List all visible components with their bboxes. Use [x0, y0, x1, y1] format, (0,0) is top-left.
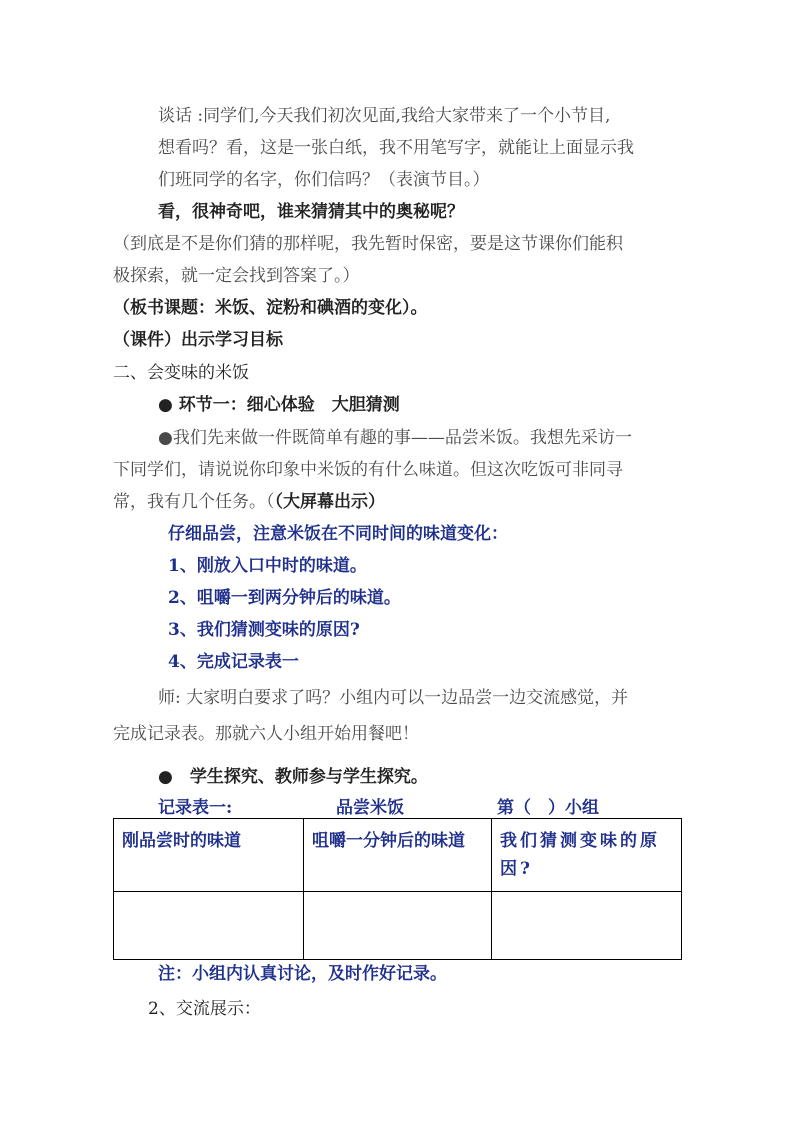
step-1-heading: ● 环节一：细心体验 大胆猜测 — [158, 395, 400, 415]
record-table — [113, 818, 682, 960]
teacher-line-2: 完成记录表。那就六人小组开始用餐吧！ — [113, 724, 419, 744]
table-note: 注：小组内认真讨论，及时作好记录。 — [158, 964, 447, 984]
section-heading: 二、会变味的米饭 — [113, 363, 249, 383]
paragraph-line-3-text: 常，我有几个任务。（ — [113, 492, 275, 512]
paragraph-line-3 — [113, 491, 385, 513]
record-col-after-chewing: 咀嚼一分钟后的味道 — [304, 819, 492, 892]
intro-line-2: 想看吗？看，这是一张白纸，我不用笔写字，就能让上面显示我 — [158, 138, 634, 158]
record-col-guess-reason: 我们猜测变味的原因? — [492, 819, 682, 892]
paragraph-line-1: ●我们先来做一件既简单有趣的事——品尝米饭。我想先采访一 — [158, 428, 632, 448]
paragraph-line-2: 下同学们，请说说你印象中米饭的有什么味道。但这次吃饭可非同寻 — [113, 460, 623, 480]
intro-line-6: 极探索，就一定会找到答案了。） — [113, 266, 360, 286]
exchange-heading: 2、交流展示： — [148, 999, 261, 1019]
intro-line-5: （到底是不是你们猜的那样呢，我先暂时保密，要是这节课你们能积 — [113, 234, 623, 254]
student-exploration: ● 学生探究、教师参与学生探究。 — [158, 767, 428, 787]
task-item-3: 3、我们猜测变味的原因? — [168, 620, 360, 640]
task-title: 仔细品尝，注意米饭在不同时间的味道变化： — [168, 524, 508, 544]
intro-line-3: 们班同学的名字，你们信吗？（表演节目。） — [158, 170, 490, 190]
record-cell-guess-reason[interactable] — [492, 892, 682, 960]
record-cell-initial-taste[interactable] — [114, 892, 304, 960]
lesson-title: （板书课题：米饭、淀粉和碘酒的变化）。 — [113, 298, 428, 318]
intro-line-1: 谈话 :同学们,今天我们初次见面,我给大家带来了一个小节目, — [158, 106, 611, 126]
record-table-subject: 品尝米饭 — [336, 798, 404, 818]
task-item-4: 4、完成记录表一 — [168, 652, 299, 672]
record-col-initial-taste: 刚品尝时的味道 — [114, 819, 304, 892]
record-table-header-row — [114, 819, 682, 892]
big-screen-note: （大屏幕出示） — [274, 492, 385, 512]
record-table-entry-row — [114, 892, 682, 960]
task-item-1: 1、刚放入口中时的味道。 — [168, 556, 367, 576]
record-table-group: 第（ ）小组 — [497, 798, 599, 818]
teacher-line-1: 师: 大家明白要求了吗？小组内可以一边品尝一边交流感觉，并 — [158, 688, 629, 708]
intro-line-4: 看，很神奇吧，谁来猜猜其中的奥秘呢？ — [158, 202, 464, 222]
record-table-label: 记录表一: — [158, 798, 233, 818]
record-cell-after-chewing[interactable] — [304, 892, 492, 960]
task-item-2: 2、咀嚼一到两分钟后的味道。 — [168, 588, 401, 608]
objectives-line: （课件）出示学习目标 — [113, 330, 283, 350]
